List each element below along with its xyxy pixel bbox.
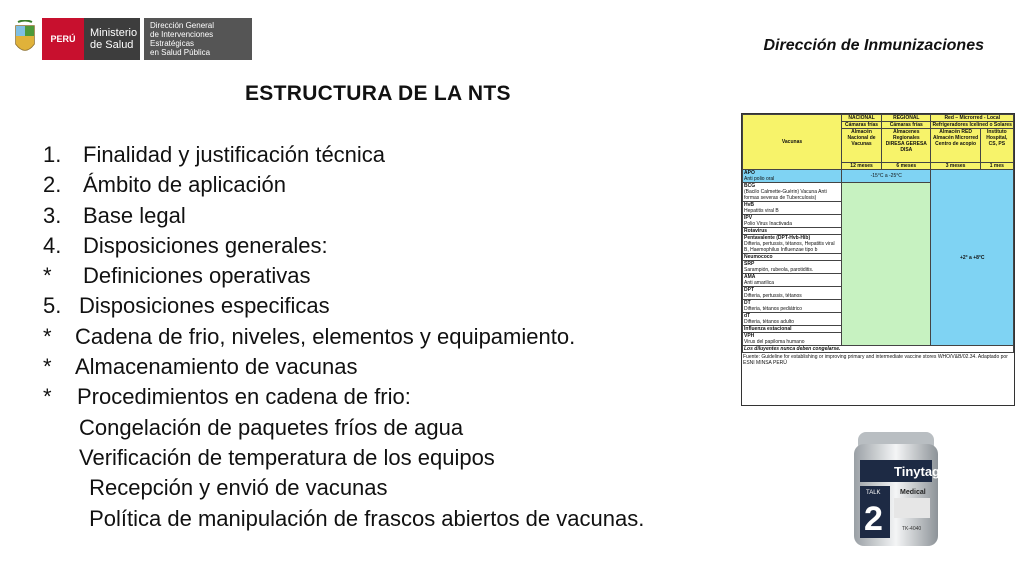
list-item: * Definiciones operativas — [43, 263, 311, 289]
list-item: 4. Disposiciones generales: — [43, 232, 328, 258]
storage-time: 3 meses — [931, 163, 980, 170]
cold-temp-range: +2° a +8°C — [931, 170, 1014, 346]
table-row: VPH Virus del papiloma humano — [743, 333, 842, 346]
list-item: 1. Finalidad y justificación técnica — [43, 142, 386, 167]
table-row: Rotavirus — [743, 228, 842, 235]
list-item: * Procedimientos en cadena de frio: — [43, 384, 411, 410]
store-name: Almacén Nacional de Vacunas — [842, 129, 882, 163]
device-number: 2 — [864, 500, 883, 538]
table-row: IPV Polio Virus Inactivada — [743, 215, 842, 228]
direccion-general-label: Dirección General de Intervenciones Estratégicas en Salud Pública — [144, 18, 252, 60]
level-nacional: NACIONAL — [842, 115, 882, 122]
table-row: Influenza estacional — [743, 326, 842, 333]
vaccines-column-header: Vacunas — [743, 115, 842, 170]
store-name: Instituto Hospital, CS, PS — [980, 129, 1013, 163]
table-row: HvB Hepatitis viral B — [743, 202, 842, 215]
storage-type: Cámaras frías — [842, 122, 882, 129]
table-row: APO Anti polio oral — [743, 170, 842, 183]
storage-time: 1 mes — [980, 163, 1013, 170]
device-model: Medical — [900, 489, 926, 496]
organization-title: Dirección de Inmunizaciones — [763, 37, 984, 54]
level-local: Red – Microrred - Local — [931, 115, 1014, 122]
table-row: dT Difteria, tétanos adulto — [743, 313, 842, 326]
list-item: Política de manipulación de frascos abiertos de vacunas. — [83, 505, 645, 531]
structure-list — [43, 140, 644, 534]
table-source: Fuente: Guideline for establishing or improving primary and intermediate vaccine stores WHO/V&B/02.34. Adaptado por ESNI MINSA PERÚ — [743, 354, 1008, 366]
cold-chain-table — [741, 113, 1015, 406]
table-row: DPT Difteria, pertussis, tétanos — [743, 287, 842, 300]
coat-of-arms-icon — [14, 20, 36, 58]
table-row: Pentavalente (DPT-Hvb-Hib) Difteria, pertussis, tétanos, Hepatitis viral B, Haemophilus Influenzae tipo b — [743, 235, 842, 254]
level-regional: REGIONAL — [882, 115, 931, 122]
table-row: SRP Sarampión, rubeola, parotiditis. — [743, 261, 842, 274]
list-item: Verificación de temperatura de los equipos — [79, 444, 495, 470]
peru-badge: PERÚ — [42, 18, 84, 60]
ministry-logo — [14, 18, 252, 60]
storage-type: Cámaras frías — [882, 122, 931, 129]
store-name: Almacén RED Almacén Microrred Centro de acopio — [931, 129, 980, 163]
device-brand: Tinytag — [894, 464, 940, 479]
list-item: * Cadena de frio, niveles, elementos y equipamiento. — [43, 323, 576, 349]
ministerio-label: Ministerio de Salud — [84, 18, 140, 60]
list-item: Recepción y envió de vacunas — [83, 475, 388, 501]
list-item: 2. Ámbito de aplicación — [43, 172, 287, 198]
table-row: Neumococo — [743, 254, 842, 261]
storage-type: Refrigeradores Icelined o Solares — [932, 122, 1012, 128]
store-name: Almacenes Regionales DIRESA GERESA DISA — [882, 129, 931, 163]
tinytag-logger-image — [852, 430, 940, 548]
list-item: * Almacenamiento de vacunas — [43, 354, 358, 380]
diluent-note: Los diluyentes nunca deben congelarse. — [743, 346, 1014, 353]
frozen-temp-range: -15°C a -25°C — [842, 170, 931, 183]
list-item: 3. Base legal — [43, 202, 186, 228]
storage-time: 6 meses — [882, 163, 931, 170]
page-title: ESTRUCTURA DE LA NTS — [245, 82, 511, 105]
table-row: DT Difteria, tétanos pediátrico — [743, 300, 842, 313]
list-item: Congelación de paquetes fríos de agua — [79, 414, 464, 440]
device-talk-label: TALK — [866, 490, 881, 496]
device-code: TK-4040 — [902, 526, 922, 532]
table-row: BCG (Bacilo Calmette-Guérin) Vacuna Anti formas severas de Tuberculosis) — [743, 183, 842, 202]
table-row: AMA Anti amarilica — [743, 274, 842, 287]
list-item: 5. Disposiciones especificas — [43, 293, 330, 319]
storage-time: 12 meses — [842, 163, 882, 170]
